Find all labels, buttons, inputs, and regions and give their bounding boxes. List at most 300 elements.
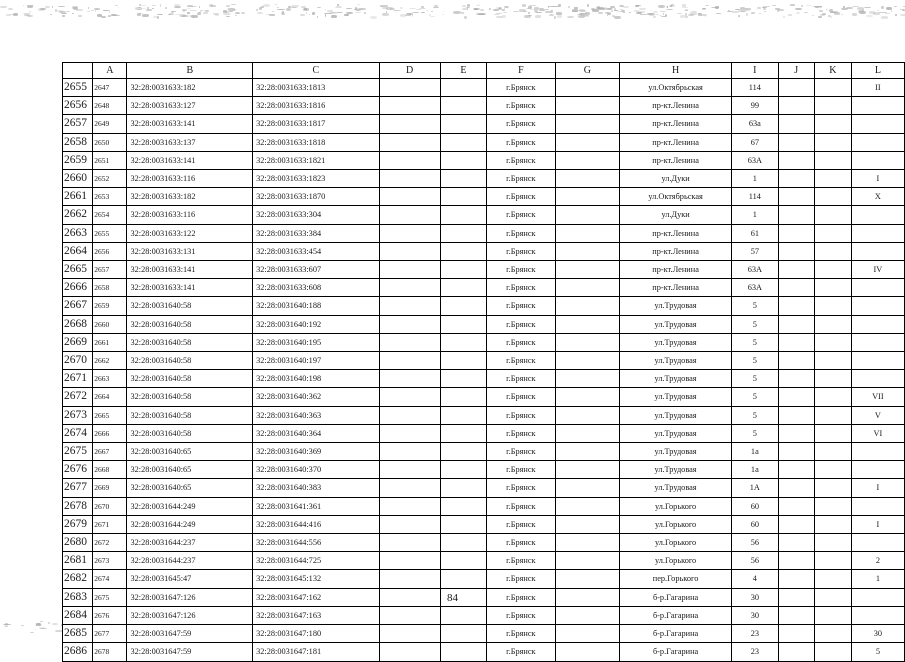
row-header[interactable] [63,261,93,279]
cell-j[interactable] [778,625,814,643]
cell-f[interactable]: г.Брянск [487,406,556,424]
cell-k[interactable] [814,279,851,297]
cell-k[interactable] [814,406,851,424]
cell-a[interactable]: 2657 [93,261,127,279]
cell-i[interactable]: 56 [732,534,778,552]
cell-c[interactable]: 32:28:0031647:162 [253,588,379,606]
row-header[interactable] [63,552,93,570]
cell-i[interactable]: 5 [732,388,778,406]
cell-d[interactable] [379,370,440,388]
row-header[interactable] [63,279,93,297]
cell-j[interactable] [778,151,814,169]
cell-i[interactable]: 5 [732,406,778,424]
cell-i[interactable]: 63А [732,261,778,279]
cell-j[interactable] [778,388,814,406]
cell-h[interactable]: пр-кт.Ленина [620,133,732,151]
cell-l[interactable] [851,315,904,333]
cell-e[interactable] [440,151,486,169]
cell-b[interactable]: 32:28:0031633:141 [127,151,253,169]
cell-e[interactable] [440,279,486,297]
cell-g[interactable] [555,406,619,424]
cell-i[interactable]: 57 [732,242,778,260]
cell-j[interactable] [778,497,814,515]
cell-i[interactable]: 63А [732,151,778,169]
cell-c[interactable]: 32:28:0031633:607 [253,261,379,279]
row-header[interactable] [63,534,93,552]
cell-j[interactable] [778,97,814,115]
cell-d[interactable] [379,461,440,479]
cell-b[interactable]: 32:28:0031633:182 [127,79,253,97]
cell-l[interactable]: X [851,188,904,206]
row-header[interactable] [63,151,93,169]
row-header[interactable] [63,170,93,188]
cell-f[interactable]: г.Брянск [487,388,556,406]
cell-i[interactable]: 1а [732,443,778,461]
cell-l[interactable]: I [851,479,904,497]
cell-f[interactable]: г.Брянск [487,151,556,169]
cell-e[interactable] [440,406,486,424]
row-header[interactable] [63,570,93,588]
cell-k[interactable] [814,443,851,461]
cell-g[interactable] [555,352,619,370]
cell-i[interactable]: 5 [732,297,778,315]
row-header[interactable] [63,388,93,406]
cell-d[interactable] [379,279,440,297]
cell-c[interactable]: 32:28:0031640:362 [253,388,379,406]
cell-j[interactable] [778,261,814,279]
cell-l[interactable] [851,443,904,461]
cell-a[interactable]: 2665 [93,406,127,424]
cell-l[interactable] [851,352,904,370]
cell-j[interactable] [778,643,814,661]
cell-g[interactable] [555,224,619,242]
cell-c[interactable]: 32:28:0031647:180 [253,625,379,643]
cell-k[interactable] [814,370,851,388]
cell-i[interactable]: 30 [732,606,778,624]
cell-l[interactable] [851,534,904,552]
cell-g[interactable] [555,443,619,461]
cell-g[interactable] [555,133,619,151]
cell-h[interactable]: пр-кт.Ленина [620,115,732,133]
cell-e[interactable] [440,133,486,151]
row-header[interactable] [63,297,93,315]
cell-d[interactable] [379,333,440,351]
row-header[interactable] [63,315,93,333]
cell-k[interactable] [814,315,851,333]
row-header[interactable] [63,206,93,224]
cell-j[interactable] [778,352,814,370]
cell-g[interactable] [555,552,619,570]
cell-d[interactable] [379,261,440,279]
row-header[interactable] [63,479,93,497]
row-header[interactable] [63,224,93,242]
cell-c[interactable]: 32:28:0031640:370 [253,461,379,479]
cell-c[interactable]: 32:28:0031640:364 [253,424,379,442]
cell-d[interactable] [379,206,440,224]
cell-h[interactable]: ул.Дуки [620,170,732,188]
cell-j[interactable] [778,534,814,552]
cell-h[interactable]: ул.Горького [620,515,732,533]
cell-k[interactable] [814,206,851,224]
cell-g[interactable] [555,515,619,533]
cell-c[interactable]: 32:28:0031633:1818 [253,133,379,151]
cell-k[interactable] [814,333,851,351]
cell-b[interactable]: 32:28:0031644:249 [127,515,253,533]
cell-l[interactable] [851,224,904,242]
cell-f[interactable]: г.Брянск [487,97,556,115]
row-header[interactable] [63,242,93,260]
cell-k[interactable] [814,497,851,515]
cell-d[interactable] [379,606,440,624]
cell-k[interactable] [814,352,851,370]
cell-d[interactable] [379,97,440,115]
cell-h[interactable]: ул.Октябрьская [620,188,732,206]
cell-k[interactable] [814,552,851,570]
cell-i[interactable]: 30 [732,588,778,606]
cell-f[interactable]: г.Брянск [487,443,556,461]
cell-j[interactable] [778,479,814,497]
cell-e[interactable] [440,206,486,224]
cell-a[interactable]: 2664 [93,388,127,406]
cell-g[interactable] [555,424,619,442]
cell-h[interactable]: ул.Трудовая [620,352,732,370]
cell-h[interactable]: б-р.Гагарина [620,588,732,606]
cell-h[interactable]: ул.Трудовая [620,461,732,479]
cell-f[interactable]: г.Брянск [487,461,556,479]
cell-g[interactable] [555,79,619,97]
cell-l[interactable]: V [851,406,904,424]
cell-c[interactable]: 32:28:0031647:181 [253,643,379,661]
cell-c[interactable]: 32:28:0031633:1817 [253,115,379,133]
cell-f[interactable]: г.Брянск [487,133,556,151]
cell-d[interactable] [379,552,440,570]
cell-a[interactable]: 2678 [93,643,127,661]
cell-h[interactable]: пр-кт.Ленина [620,261,732,279]
row-header[interactable] [63,97,93,115]
cell-g[interactable] [555,279,619,297]
cell-j[interactable] [778,406,814,424]
cell-c[interactable]: 32:28:0031640:363 [253,406,379,424]
cell-f[interactable]: г.Брянск [487,606,556,624]
cell-c[interactable]: 32:28:0031633:304 [253,206,379,224]
cell-d[interactable] [379,643,440,661]
cell-a[interactable]: 2647 [93,79,127,97]
cell-d[interactable] [379,570,440,588]
cell-e[interactable] [440,115,486,133]
cell-g[interactable] [555,333,619,351]
cell-j[interactable] [778,570,814,588]
row-header[interactable] [63,115,93,133]
cell-d[interactable] [379,515,440,533]
cell-d[interactable] [379,388,440,406]
cell-i[interactable]: 5 [732,424,778,442]
cell-g[interactable] [555,643,619,661]
cell-k[interactable] [814,424,851,442]
cell-a[interactable]: 2663 [93,370,127,388]
cell-l[interactable] [851,497,904,515]
cell-f[interactable]: г.Брянск [487,297,556,315]
cell-d[interactable] [379,352,440,370]
cell-j[interactable] [778,424,814,442]
cell-b[interactable]: 32:28:0031640:58 [127,352,253,370]
cell-k[interactable] [814,515,851,533]
cell-l[interactable]: I [851,515,904,533]
cell-b[interactable]: 32:28:0031633:131 [127,242,253,260]
cell-g[interactable] [555,461,619,479]
cell-f[interactable]: г.Брянск [487,79,556,97]
cell-j[interactable] [778,188,814,206]
cell-g[interactable] [555,479,619,497]
cell-c[interactable]: 32:28:0031644:416 [253,515,379,533]
cell-d[interactable] [379,224,440,242]
cell-e[interactable] [440,352,486,370]
row-header[interactable] [63,515,93,533]
cell-a[interactable]: 2671 [93,515,127,533]
cell-c[interactable]: 32:28:0031633:1813 [253,79,379,97]
cell-j[interactable] [778,224,814,242]
cell-e[interactable] [440,333,486,351]
cell-c[interactable]: 32:28:0031633:1870 [253,188,379,206]
cell-h[interactable]: ул.Дуки [620,206,732,224]
cell-c[interactable]: 32:28:0031633:1823 [253,170,379,188]
cell-h[interactable]: ул.Трудовая [620,333,732,351]
cell-g[interactable] [555,115,619,133]
cell-a[interactable]: 2658 [93,279,127,297]
cell-a[interactable]: 2676 [93,606,127,624]
cell-i[interactable]: 5 [732,352,778,370]
cell-c[interactable]: 32:28:0031640:198 [253,370,379,388]
cell-j[interactable] [778,370,814,388]
row-header[interactable] [63,406,93,424]
cell-d[interactable] [379,424,440,442]
cell-k[interactable] [814,115,851,133]
cell-l[interactable] [851,206,904,224]
cell-i[interactable]: 1А [732,479,778,497]
cell-h[interactable]: ул.Горького [620,552,732,570]
cell-b[interactable]: 32:28:0031640:65 [127,461,253,479]
cell-c[interactable]: 32:28:0031633:1816 [253,97,379,115]
cell-j[interactable] [778,333,814,351]
cell-l[interactable] [851,242,904,260]
row-header[interactable] [63,352,93,370]
cell-l[interactable] [851,370,904,388]
cell-b[interactable]: 32:28:0031640:58 [127,315,253,333]
cell-e[interactable] [440,224,486,242]
cell-g[interactable] [555,242,619,260]
cell-i[interactable]: 67 [732,133,778,151]
cell-b[interactable]: 32:28:0031644:237 [127,552,253,570]
cell-e[interactable] [440,643,486,661]
cell-l[interactable]: 1 [851,570,904,588]
cell-f[interactable]: г.Брянск [487,570,556,588]
cell-b[interactable]: 32:28:0031640:58 [127,406,253,424]
row-header[interactable] [63,461,93,479]
cell-g[interactable] [555,261,619,279]
cell-k[interactable] [814,479,851,497]
cell-b[interactable]: 32:28:0031640:58 [127,297,253,315]
cell-a[interactable]: 2653 [93,188,127,206]
cell-i[interactable]: 4 [732,570,778,588]
cell-h[interactable]: ул.Октябрьская [620,79,732,97]
cell-h[interactable]: пр-кт.Ленина [620,279,732,297]
cell-g[interactable] [555,206,619,224]
cell-f[interactable]: г.Брянск [487,188,556,206]
cell-h[interactable]: пр-кт.Ленина [620,242,732,260]
cell-j[interactable] [778,606,814,624]
cell-e[interactable] [440,461,486,479]
cell-e[interactable] [440,424,486,442]
cell-h[interactable]: б-р.Гагарина [620,606,732,624]
cell-d[interactable] [379,297,440,315]
cell-b[interactable]: 32:28:0031645:47 [127,570,253,588]
cell-e[interactable] [440,497,486,515]
cell-f[interactable]: г.Брянск [487,206,556,224]
cell-j[interactable] [778,297,814,315]
cell-f[interactable]: г.Брянск [487,333,556,351]
cell-g[interactable] [555,388,619,406]
cell-f[interactable]: г.Брянск [487,315,556,333]
cell-a[interactable]: 2673 [93,552,127,570]
cell-i[interactable]: 60 [732,515,778,533]
cell-k[interactable] [814,297,851,315]
cell-i[interactable]: 63А [732,279,778,297]
cell-k[interactable] [814,188,851,206]
cell-c[interactable]: 32:28:0031640:369 [253,443,379,461]
cell-k[interactable] [814,606,851,624]
cell-i[interactable]: 56 [732,552,778,570]
cell-c[interactable]: 32:28:0031633:454 [253,242,379,260]
cell-e[interactable] [440,170,486,188]
cell-b[interactable]: 32:28:0031633:137 [127,133,253,151]
cell-e[interactable] [440,297,486,315]
cell-k[interactable] [814,170,851,188]
cell-k[interactable] [814,79,851,97]
cell-l[interactable]: 2 [851,552,904,570]
cell-j[interactable] [778,133,814,151]
cell-f[interactable]: г.Брянск [487,279,556,297]
row-header[interactable] [63,497,93,515]
cell-d[interactable] [379,479,440,497]
row-header[interactable] [63,625,93,643]
cell-e[interactable] [440,625,486,643]
cell-e[interactable] [440,188,486,206]
cell-h[interactable]: ул.Горького [620,497,732,515]
cell-g[interactable] [555,625,619,643]
cell-i[interactable]: 5 [732,333,778,351]
cell-g[interactable] [555,370,619,388]
cell-g[interactable] [555,297,619,315]
cell-g[interactable] [555,570,619,588]
cell-l[interactable]: IV [851,261,904,279]
cell-f[interactable]: г.Брянск [487,515,556,533]
cell-k[interactable] [814,461,851,479]
cell-l[interactable] [851,115,904,133]
cell-a[interactable]: 2672 [93,534,127,552]
cell-h[interactable]: пр-кт.Ленина [620,151,732,169]
cell-a[interactable]: 2652 [93,170,127,188]
cell-c[interactable]: 32:28:0031647:163 [253,606,379,624]
cell-g[interactable] [555,534,619,552]
cell-b[interactable]: 32:28:0031633:116 [127,170,253,188]
row-header[interactable] [63,370,93,388]
cell-b[interactable]: 32:28:0031640:58 [127,424,253,442]
cell-d[interactable] [379,406,440,424]
cell-a[interactable]: 2670 [93,497,127,515]
cell-b[interactable]: 32:28:0031633:127 [127,97,253,115]
cell-c[interactable]: 32:28:0031640:195 [253,333,379,351]
cell-a[interactable]: 2661 [93,333,127,351]
cell-d[interactable] [379,188,440,206]
cell-d[interactable] [379,79,440,97]
cell-i[interactable]: 60 [732,497,778,515]
cell-b[interactable]: 32:28:0031640:65 [127,479,253,497]
cell-c[interactable]: 32:28:0031633:1821 [253,151,379,169]
cell-j[interactable] [778,170,814,188]
cell-i[interactable]: 1 [732,170,778,188]
cell-h[interactable]: ул.Горького [620,534,732,552]
cell-c[interactable]: 32:28:0031633:608 [253,279,379,297]
cell-e[interactable] [440,570,486,588]
cell-f[interactable]: г.Брянск [487,242,556,260]
cell-g[interactable] [555,497,619,515]
cell-j[interactable] [778,79,814,97]
cell-d[interactable] [379,497,440,515]
cell-a[interactable]: 2677 [93,625,127,643]
cell-f[interactable]: г.Брянск [487,552,556,570]
cell-l[interactable] [851,97,904,115]
cell-l[interactable]: 5 [851,643,904,661]
cell-h[interactable]: б-р.Гагарина [620,625,732,643]
cell-e[interactable] [440,534,486,552]
cell-b[interactable]: 32:28:0031640:58 [127,388,253,406]
cell-f[interactable]: г.Брянск [487,370,556,388]
row-header[interactable] [63,606,93,624]
cell-l[interactable] [851,133,904,151]
cell-d[interactable] [379,315,440,333]
cell-e[interactable] [440,515,486,533]
row-header[interactable] [63,133,93,151]
cell-i[interactable]: 114 [732,188,778,206]
cell-a[interactable]: 2651 [93,151,127,169]
cell-g[interactable] [555,315,619,333]
cell-a[interactable]: 2648 [93,97,127,115]
cell-l[interactable]: VI [851,424,904,442]
cell-e[interactable] [440,443,486,461]
cell-j[interactable] [778,315,814,333]
cell-i[interactable]: 23 [732,643,778,661]
cell-e[interactable] [440,261,486,279]
cell-i[interactable]: 5 [732,370,778,388]
cell-l[interactable] [851,297,904,315]
cell-c[interactable]: 32:28:0031640:192 [253,315,379,333]
cell-f[interactable]: г.Брянск [487,534,556,552]
cell-f[interactable]: г.Брянск [487,643,556,661]
cell-i[interactable]: 1а [732,461,778,479]
cell-l[interactable] [851,333,904,351]
cell-k[interactable] [814,625,851,643]
cell-b[interactable]: 32:28:0031647:59 [127,625,253,643]
cell-j[interactable] [778,242,814,260]
cell-c[interactable]: 32:28:0031640:197 [253,352,379,370]
cell-j[interactable] [778,279,814,297]
cell-i[interactable]: 1 [732,206,778,224]
cell-b[interactable]: 32:28:0031647:126 [127,606,253,624]
cell-h[interactable]: ул.Трудовая [620,388,732,406]
cell-a[interactable]: 2650 [93,133,127,151]
cell-l[interactable] [851,279,904,297]
cell-e[interactable] [440,606,486,624]
cell-k[interactable] [814,133,851,151]
